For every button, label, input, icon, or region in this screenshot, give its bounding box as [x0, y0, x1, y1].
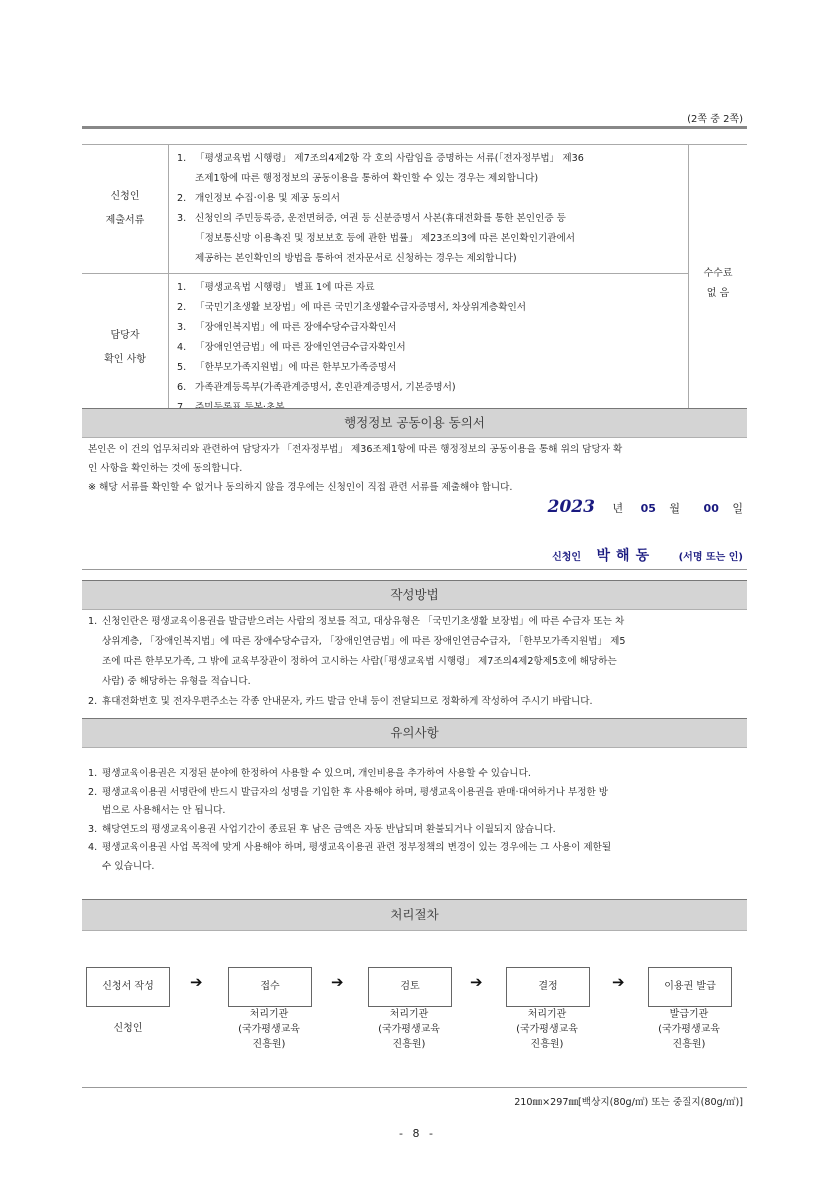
list-item: 5. 「한부모가족지원법」에 따른 한부모가족증명서: [177, 362, 397, 373]
date-month: 05: [640, 502, 656, 515]
step-caption: 처리기관 (국가평생교육 진흥원): [238, 1009, 300, 1050]
step-issuance: 이용권 발급: [648, 967, 732, 1007]
list-item: 6. 가족관계등록부(가족관계증명서, 혼인관계증명서, 기본증명서): [177, 382, 456, 393]
applicant-docs-items: [169, 145, 689, 274]
applicant-docs-label: [82, 145, 169, 274]
list-item-continued: 수 있습니다.: [102, 860, 155, 872]
list-item: 1. 신청인란은 평생교육이용권을 발급받으려는 사람의 정보를 적고, 대상유형은 「국민기초생활 보장법」에 따른 수급자 또는 차: [88, 616, 625, 627]
list-item: 3. 해당연도의 평생교육이용권 사업기간이 종료된 후 남은 금액은 자동 반납되며 환불되거나 이월되지 않습니다.: [88, 823, 556, 835]
page-number: - 8 -: [399, 1127, 436, 1140]
consent-note: ※ 해당 서류를 확인할 수 없거나 동의하지 않을 경우에는 신청인이 직접 관련 서류를 제출해야 합니다.: [88, 482, 513, 493]
officer-check-label: [82, 274, 169, 423]
list-item: 1. 평생교육이용권은 지정된 분야에 한정하여 사용할 수 있으며, 개인비용을 추가하여 사용할 수 있습니다.: [88, 768, 531, 779]
list-item: 2. 평생교육이용권 서명란에 반드시 발급자의 성명을 기입한 후 사용해야 하며, 평생교육이용권을 판매·대여하거나 부정한 방: [88, 786, 609, 798]
month-unit: 월: [669, 502, 681, 515]
fee-value: 없 음: [706, 287, 730, 299]
arrow-right-icon: ➔: [470, 973, 483, 991]
precautions-list: [88, 765, 748, 876]
list-item-continued: 상위계층, 「장애인복지법」에 따른 장애수당수급자, 「장애인연금법」에 따른 장애인연금수급자, 「한부모가족지원법」 제5: [102, 636, 626, 647]
arrow-right-icon: ➔: [612, 973, 625, 991]
procedure-title: 처리절차: [82, 899, 747, 931]
label-line: 확인 사항: [104, 354, 146, 365]
list-item: 3. 신청인의 주민등록증, 운전면허증, 여권 등 신분증명서 사본(휴대전화를 통한 본인인증 등: [177, 213, 566, 224]
list-item-continued: 법으로 사용해서는 안 됩니다.: [102, 805, 226, 816]
consent-text-line: 인 사항을 확인하는 것에 동의합니다.: [88, 463, 243, 474]
list-item: 1. 「평생교육법 시행령」 제7조의4제2항 각 호의 사람임을 증명하는 서류(「전자정부법」 제36: [177, 153, 584, 164]
divider: [82, 569, 747, 570]
label-line: 제출서류: [105, 215, 145, 226]
list-item-continued: 사람) 중 해당하는 유형을 적습니다.: [102, 676, 251, 687]
date-day: 00: [703, 502, 719, 515]
list-item: 4. 「장애인연금법」에 따른 장애인연금수급자확인서: [177, 342, 406, 353]
list-item: 4. 평생교육이용권 사업 목적에 맞게 사용해야 하며, 평생교육이용권 관련 정부정책의 변경이 있는 경우에는 그 사용이 제한될: [88, 842, 612, 853]
list-item-continued: 「정보통신망 이용촉진 및 정보보호 등에 관한 법률」 제23조의3에 따른 본인확인기관에서: [195, 233, 576, 244]
day-unit: 일: [732, 502, 743, 515]
writing-guide-list: [88, 612, 748, 712]
list-item: 3. 「장애인복지법」에 따른 장애수당수급자확인서: [177, 322, 397, 333]
list-item-continued: 조제1항에 따른 행정정보의 공동이용을 통하여 확인할 수 있는 경우는 제외합니다): [195, 173, 539, 184]
date-year: 2023: [547, 497, 595, 517]
footer-rule: [82, 1087, 747, 1088]
year-unit: 년: [612, 502, 624, 515]
consent-text-line: 본인은 이 건의 업무처리와 관련하여 담당자가 「전자정부법」 제36조제1항에 따른 행정정보의 공동이용을 통해 위의 담당자 확: [88, 444, 623, 455]
sign-label: (서명 또는 인): [678, 552, 743, 563]
page-counter: (2쪽 중 2쪽): [687, 114, 743, 125]
fee-cell: [689, 145, 748, 423]
label-line: 담당자: [110, 330, 140, 341]
step-application: 신청서 작성: [86, 967, 170, 1007]
arrow-right-icon: ➔: [190, 973, 203, 991]
step-review: 검토: [368, 967, 452, 1007]
required-documents-table: [82, 144, 747, 423]
step-caption: 처리기관 (국가평생교육 진흥원): [516, 1009, 578, 1050]
step-reception: 접수: [228, 967, 312, 1007]
applicant-signature-line: [552, 545, 743, 565]
list-item: 2. 휴대전화번호 및 전자우편주소는 각종 안내문자, 카드 발급 안내 등이 전달되므로 정확하게 작성하여 주시기 바랍니다.: [88, 696, 593, 707]
step-caption: 신청인: [113, 1023, 143, 1034]
applicant-label: 신청인: [552, 552, 582, 563]
consent-section-title: 행정정보 공동이용 동의서: [82, 408, 747, 438]
list-item: 2. 개인정보 수집·이용 및 제공 동의서: [177, 193, 340, 204]
list-item-continued: 조에 따른 한부모가족, 그 밖에 교육부장관이 정하여 고시하는 사람(「평생교육법 시행령」 제7조의4제2항제5호에 해당하는: [102, 656, 617, 667]
list-item-continued: 제공하는 본인확인의 방법을 통하여 전자문서로 신청하는 경우는 제외합니다): [195, 253, 517, 264]
precautions-title: 유의사항: [82, 718, 747, 748]
paper-spec: 210㎜×297㎜[백상지(80g/㎡) 또는 중질지(80g/㎡)]: [514, 1097, 743, 1108]
officer-check-row: [82, 274, 747, 423]
application-date: [548, 497, 743, 517]
label-line: 신청인: [110, 191, 140, 202]
step-caption: 발급기관 (국가평생교육 진흥원): [658, 1009, 720, 1050]
step-caption: 처리기관 (국가평생교육 진흥원): [378, 1009, 440, 1050]
top-rule: [82, 126, 747, 129]
applicant-docs-row: [82, 145, 747, 274]
list-item: 1. 「평생교육법 시행령」 별표 1에 따른 자료: [177, 282, 375, 293]
arrow-right-icon: ➔: [331, 973, 344, 991]
step-decision: 결정: [506, 967, 590, 1007]
applicant-name: 박해동: [596, 548, 656, 564]
list-item: 2. 「국민기초생활 보장법」에 따른 국민기초생활수급자증명서, 차상위계층확인서: [177, 302, 526, 313]
writing-guide-title: 작성방법: [82, 580, 747, 610]
officer-check-items: [169, 274, 689, 423]
fee-label: 수수료: [703, 267, 733, 279]
